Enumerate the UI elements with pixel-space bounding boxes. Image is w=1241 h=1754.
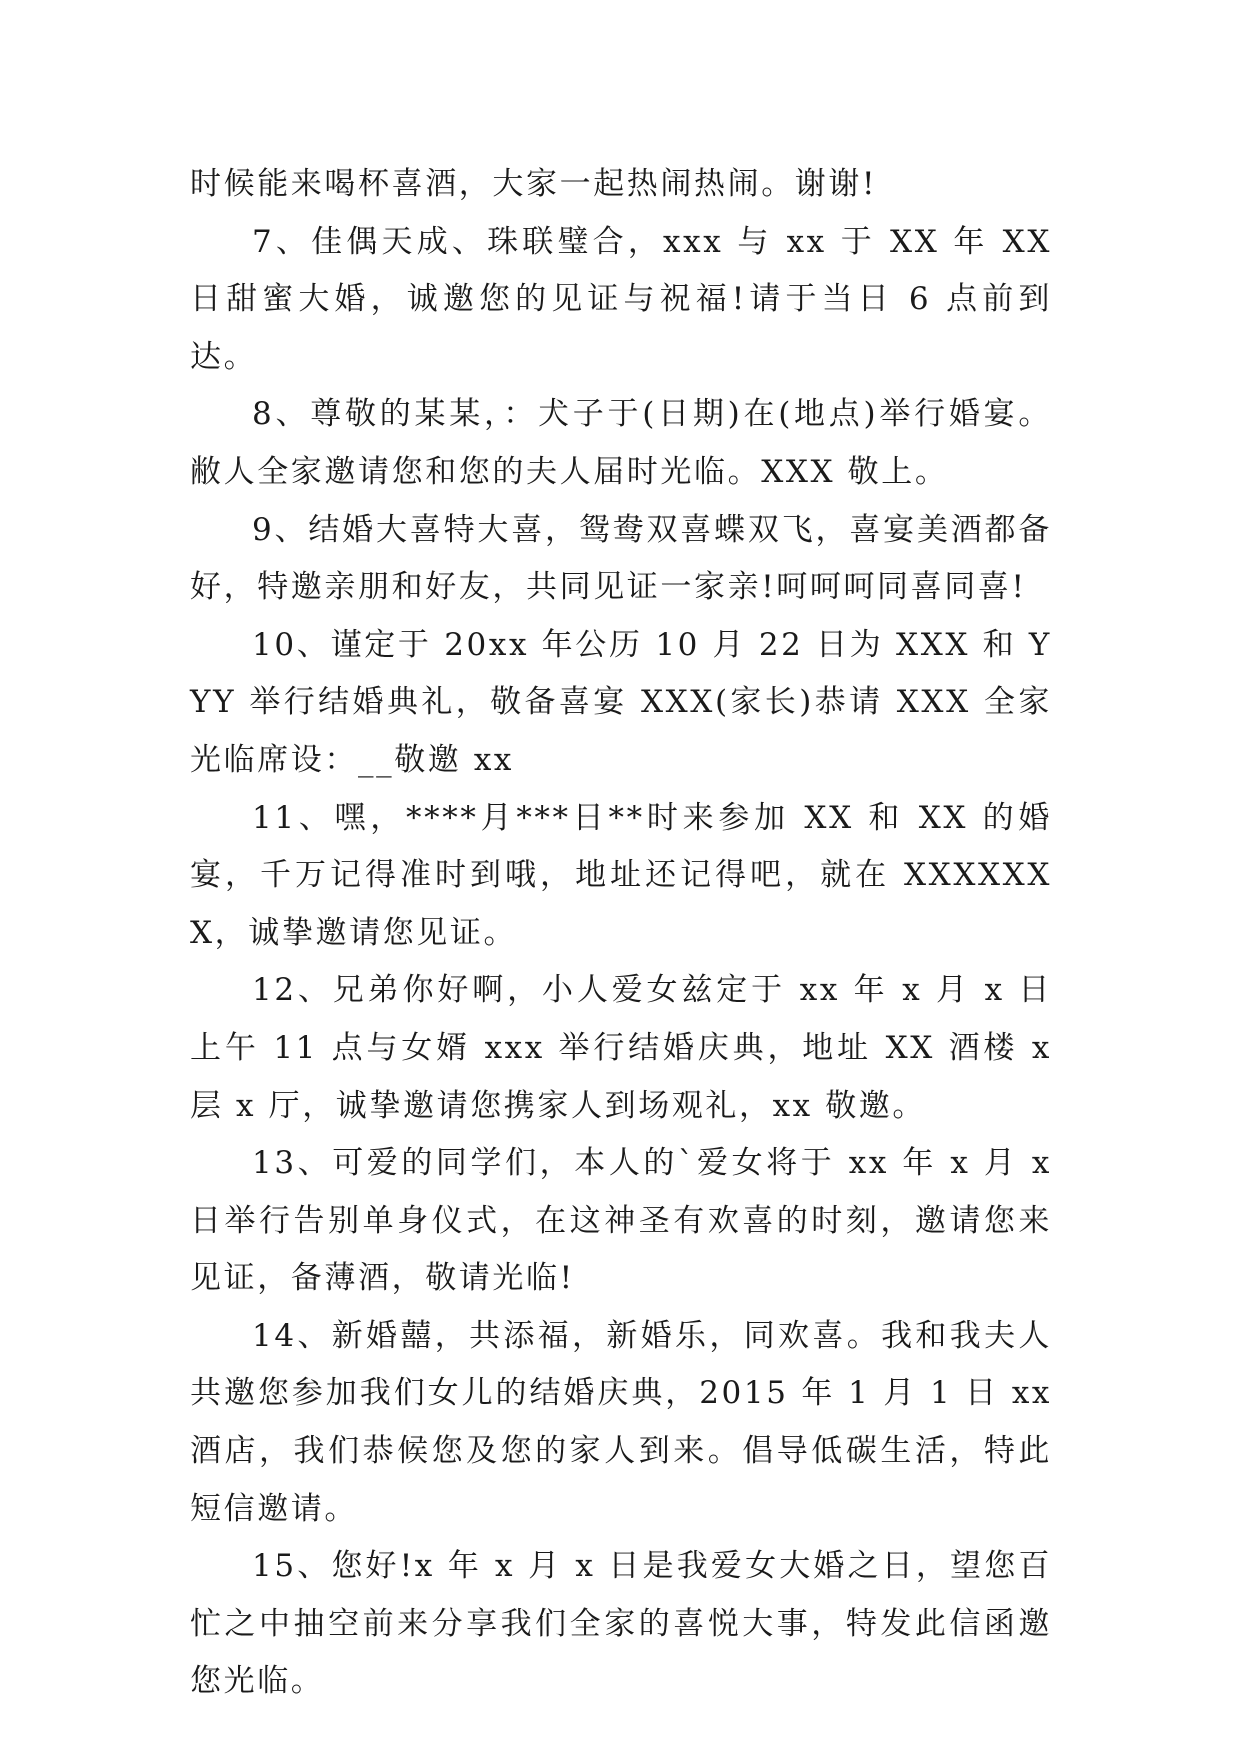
paragraph-continuation: 时候能来喝杯喜酒，大家一起热闹热闹。谢谢! <box>190 166 878 202</box>
paragraph-14: 14、新婚囍，共添福，新婚乐，同欢喜。我和我夫人共邀您参加我们女儿的结婚庆典，2015 年 1 月 1 日 xx 酒店，我们恭候您及您的家人到来。倡导低碳生活，特此短信邀请。 <box>190 1317 1052 1527</box>
paragraph-7: 7、佳偶天成、珠联璧合，xxx 与 xx 于 XX 年 XX 日甜蜜大婚，诚邀您的见证与祝福!请于当日 6 点前到达。 <box>190 223 1052 375</box>
paragraph-10: 10、谨定于 20xx 年公历 10 月 22 日为 XXX 和 YYY 举行结婚典礼，敬备喜宴 XXX(家长)恭请 XXX 全家光临席设：__敬邀 xx <box>190 626 1052 778</box>
paragraph-15: 15、您好!x 年 x 月 x 日是我爱女大婚之日，望您百忙之中抽空前来分享我们全家的喜悦大事，特发此信函邀您光临。 <box>190 1548 1052 1700</box>
paragraph-9: 9、结婚大喜特大喜，鸳鸯双喜蝶双飞，喜宴美酒都备好，特邀亲朋和好友，共同见证一家亲!呵呵呵同喜同喜! <box>190 511 1052 606</box>
paragraph-13: 13、可爱的同学们，本人的`爱女将于 xx 年 x 月 x 日举行告别单身仪式，在这神圣有欢喜的时刻，邀请您来见证，备薄酒，敬请光临! <box>190 1145 1052 1297</box>
paragraph-11: 11、嘿，****月***日**时来参加 XX 和 XX 的婚宴，千万记得准时到哦，地址还记得吧，就在 XXXXXXX，诚挚邀请您见证。 <box>190 799 1052 951</box>
paragraph-12: 12、兄弟你好啊，小人爱女兹定于 xx 年 x 月 x 日上午 11 点与女婿 xxx 举行结婚庆典，地址 XX 酒楼 x 层 x 厅，诚挚邀请您携家人到场观礼，xx 敬邀。 <box>190 972 1052 1124</box>
paragraph-8: 8、尊敬的某某，：犬子于(日期)在(地点)举行婚宴。敝人全家邀请您和您的夫人届时光临。XXX 敬上。 <box>190 396 1052 490</box>
document-body <box>190 156 1052 1711</box>
